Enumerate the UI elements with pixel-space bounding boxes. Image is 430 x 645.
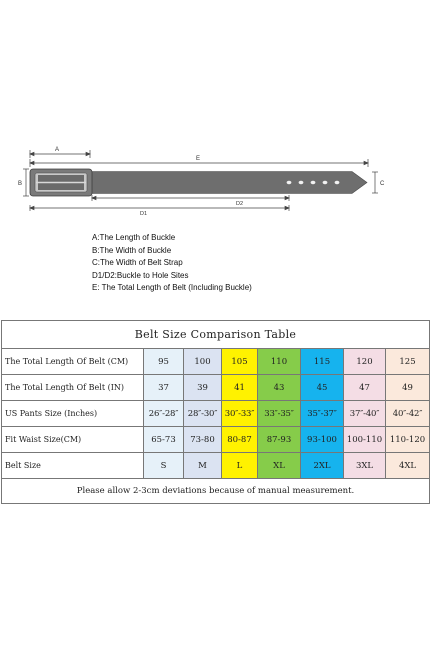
table-row bbox=[2, 453, 430, 479]
belt-diagram bbox=[0, 130, 430, 230]
table-cell: 73-80 bbox=[184, 427, 222, 453]
table-note: Please allow 2-3cm deviations because of manual measurement. bbox=[2, 479, 430, 504]
table-note-row bbox=[2, 479, 430, 504]
buckle bbox=[30, 169, 92, 196]
table-cell: 95 bbox=[144, 349, 184, 375]
table-cell: 110-120 bbox=[386, 427, 430, 453]
table-cell: 33″-35″ bbox=[258, 401, 301, 427]
table-cell: 28″-30″ bbox=[184, 401, 222, 427]
diagram-legend bbox=[92, 232, 392, 295]
table-cell: 87-93 bbox=[258, 427, 301, 453]
table-row bbox=[2, 427, 430, 453]
table-title-row bbox=[2, 321, 430, 349]
label-d1: D1 bbox=[140, 211, 148, 217]
table-cell: 26″-28″ bbox=[144, 401, 184, 427]
table-cell: 41 bbox=[222, 375, 258, 401]
table-cell: 47 bbox=[344, 375, 386, 401]
table-cell: 100 bbox=[184, 349, 222, 375]
row-label: The Total Length Of Belt (CM) bbox=[2, 349, 144, 375]
table-cell: 93-100 bbox=[301, 427, 344, 453]
label-e: E bbox=[196, 156, 201, 162]
table-cell: 4XL bbox=[386, 453, 430, 479]
label-d2: D2 bbox=[236, 201, 244, 207]
table-cell: 115 bbox=[301, 349, 344, 375]
legend-item: B:The Width of Buckle bbox=[92, 245, 172, 255]
table-cell: L bbox=[222, 453, 258, 479]
legend-item: C:The Width of Belt Strap bbox=[92, 258, 183, 268]
table-cell: 40″-42″ bbox=[386, 401, 430, 427]
table-cell: 80-87 bbox=[222, 427, 258, 453]
table-cell: 105 bbox=[222, 349, 258, 375]
table-cell: 45 bbox=[301, 375, 344, 401]
belt-size-table bbox=[1, 320, 430, 504]
legend-item: E: The Total Length of Belt (Including Buckle) bbox=[92, 283, 252, 293]
row-label: Belt Size bbox=[2, 453, 144, 479]
dimension-d1 bbox=[30, 205, 289, 211]
table-cell: 100-110 bbox=[344, 427, 386, 453]
table-cell: 43 bbox=[258, 375, 301, 401]
table-cell: 120 bbox=[344, 349, 386, 375]
table-cell: 30″-33″ bbox=[222, 401, 258, 427]
row-label: US Pants Size (Inches) bbox=[2, 401, 144, 427]
dimension-a bbox=[30, 150, 90, 158]
table-cell: 3XL bbox=[344, 453, 386, 479]
table-row bbox=[2, 349, 430, 375]
row-label: Fit Waist Size(CM) bbox=[2, 427, 144, 453]
table-cell: 35″-37″ bbox=[301, 401, 344, 427]
table-cell: M bbox=[184, 453, 222, 479]
legend-item: A:The Length of Buckle bbox=[92, 233, 176, 242]
table-cell: 110 bbox=[258, 349, 301, 375]
table-row bbox=[2, 401, 430, 427]
table-title: Belt Size Comparison Table bbox=[2, 321, 430, 349]
table-cell: 37″-40″ bbox=[344, 401, 386, 427]
row-label: The Total Length Of Belt (IN) bbox=[2, 375, 144, 401]
table-cell: 65-73 bbox=[144, 427, 184, 453]
dimension-b bbox=[23, 169, 29, 196]
dimension-d2 bbox=[92, 195, 289, 201]
label-a: A bbox=[55, 147, 60, 153]
table-cell: 49 bbox=[386, 375, 430, 401]
legend-item: D1/D2:Buckle to Hole Sites bbox=[92, 270, 189, 280]
table-cell: XL bbox=[258, 453, 301, 479]
table-cell: S bbox=[144, 453, 184, 479]
table-cell: 125 bbox=[386, 349, 430, 375]
dimension-c bbox=[372, 172, 378, 193]
table-cell: 37 bbox=[144, 375, 184, 401]
label-c: C bbox=[380, 181, 385, 187]
table-row bbox=[2, 375, 430, 401]
table-cell: 39 bbox=[184, 375, 222, 401]
table-cell: 2XL bbox=[301, 453, 344, 479]
label-b: B bbox=[18, 181, 23, 187]
